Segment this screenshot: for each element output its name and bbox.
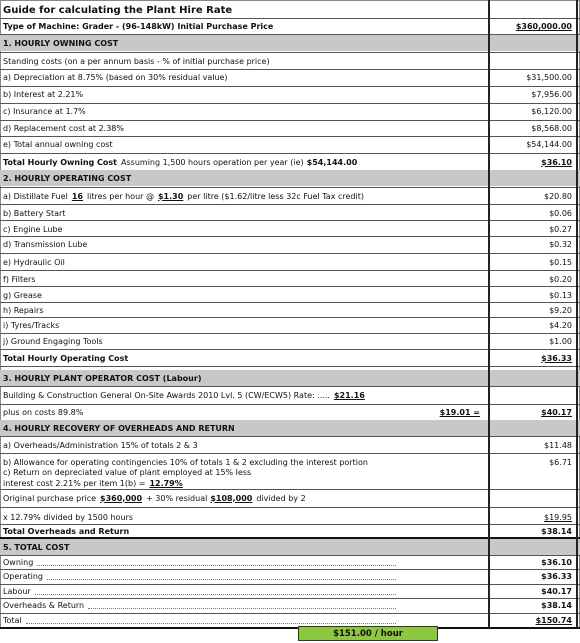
owning-item-row (0, 103, 580, 119)
summary-total-row (0, 613, 580, 628)
operating-item-label: d) Transmission Lube (3, 239, 88, 249)
dotted-leader (35, 589, 396, 595)
award-rate: $21.16 (333, 391, 365, 400)
owning-total-cell (0, 154, 488, 170)
summary-item-label: Overheads & Return (3, 601, 85, 610)
rule (0, 386, 580, 387)
oncost-label: plus on costs 89.8% (3, 408, 84, 417)
machine-label: Type of Machine: Grader - (96-148kW) Initial Purchase Price (3, 22, 274, 31)
operating-total-row (0, 350, 580, 366)
operating-item-row (0, 221, 580, 237)
sheet-title: Guide for calculating the Plant Hire Rate (3, 4, 233, 16)
rule (0, 187, 580, 188)
summary-item-cell (0, 569, 400, 584)
fuel-cell (0, 188, 488, 204)
operating-item-row (0, 317, 580, 333)
dotted-leader (37, 560, 396, 566)
overheads-x-row (0, 510, 580, 525)
owning-total-note: Assuming 1,500 hours operation per year (ie) (121, 157, 304, 167)
summary-item-label: Owning (3, 558, 34, 567)
rule (0, 120, 580, 121)
owning-item-label: d) Replacement cost at 2.38% (3, 123, 124, 133)
rule (0, 69, 580, 70)
rule (0, 489, 580, 490)
owning-item-value: $8,568.00 (531, 123, 572, 133)
operating-item-value: $4.20 (549, 320, 572, 330)
rule (0, 584, 580, 585)
owning-item-value: $31,500.00 (526, 72, 572, 82)
owning-item-row (0, 120, 580, 136)
award-cell (0, 387, 488, 404)
machine-price: $360,000.00 (515, 22, 572, 31)
operating-item-value: $0.32 (549, 239, 572, 249)
operating-total-value: $36.33 (541, 353, 572, 363)
summary-heading-row (0, 539, 580, 555)
operating-item-row (0, 254, 580, 270)
overheads-heading-row (0, 420, 580, 436)
operating-item-value: $0.15 (549, 257, 572, 267)
orig-price: $360,000 (100, 493, 143, 503)
operating-item-label: h) Repairs (3, 305, 44, 315)
owning-item-row (0, 136, 580, 152)
owning-item-value: $7,956.00 (531, 89, 572, 99)
operating-item-value: $1.00 (549, 336, 572, 346)
rule (0, 153, 580, 154)
overheads-b-value: $6.71 (549, 457, 572, 467)
operating-item-label: j) Ground Engaging Tools (3, 336, 103, 346)
owning-item-label: c) Insurance at 1.7% (3, 106, 86, 116)
rule (0, 555, 580, 556)
rule (0, 453, 580, 454)
title-row (0, 2, 580, 18)
operating-heading-row (0, 170, 580, 186)
rule (0, 366, 580, 367)
rule (0, 627, 580, 629)
overheads-heading: 4. HOURLY RECOVERY OF OVERHEADS AND RETURN (0, 420, 488, 436)
operating-heading: 2. HOURLY OPERATING COST (0, 170, 488, 186)
fuel-row (0, 188, 580, 204)
rule (0, 18, 580, 19)
value-column-border (576, 0, 578, 628)
owning-intro: Standing costs (on a per annum basis - % of initial purchase price) (3, 56, 270, 66)
fuel-suffix: per litre ($1.62/litre less 32c Fuel Tax credit) (187, 191, 364, 201)
overheads-a-label: a) Overheads/Administration 15% of totals 2 & 3 (3, 440, 198, 450)
overheads-x-value: $19.95 (544, 513, 572, 522)
rule (0, 103, 580, 104)
rule (0, 317, 580, 318)
value-column-border (488, 0, 490, 628)
summary-item-value: $38.14 (541, 601, 572, 610)
overheads-x-label: x 12.79% divided by 1500 hours (3, 513, 133, 522)
operating-item-row (0, 302, 580, 318)
rule (0, 52, 580, 53)
summary-item-value: $40.17 (541, 587, 572, 596)
overheads-a-value: $11.48 (544, 440, 572, 450)
oncost-value: $19.01 = (439, 408, 480, 417)
rule (0, 436, 580, 437)
rule (0, 86, 580, 87)
overheads-a-row (0, 437, 580, 453)
owning-total-note-value: $54,144.00 (306, 157, 358, 167)
owning-total-value: $36.10 (541, 157, 572, 167)
fuel-prefix: a) Distillate Fuel (3, 191, 68, 201)
operator-heading: 3. HOURLY PLANT OPERATOR COST (Labour) (0, 370, 488, 386)
fuel-price: $1.30 (157, 191, 184, 201)
rule (0, 507, 580, 508)
owning-item-value: $6,120.00 (531, 106, 572, 116)
rule (0, 204, 580, 205)
operating-item-row (0, 205, 580, 221)
overheads-c-row-2 (0, 477, 580, 489)
rule (0, 253, 580, 254)
rule (0, 537, 580, 539)
rule (0, 613, 580, 614)
orig-prefix: Original purchase price (3, 493, 97, 503)
orig-mid: + 30% residual (146, 493, 208, 503)
summary-item-cell (0, 555, 400, 570)
dotted-leader (26, 618, 396, 624)
operating-item-value: $0.27 (549, 224, 572, 234)
operating-item-label: e) Hydraulic Oil (3, 257, 65, 267)
machine-row (0, 19, 580, 34)
operating-item-value: $9.20 (549, 305, 572, 315)
orig-price-row (0, 490, 580, 506)
summary-item-value: $36.33 (541, 572, 572, 581)
summary-item-label: Total (3, 616, 22, 625)
rule (0, 524, 580, 525)
owning-item-row (0, 86, 580, 102)
operator-total-value: $40.17 (541, 408, 572, 417)
summary-item-value: $36.10 (541, 558, 572, 567)
owning-total-row (0, 154, 580, 170)
overheads-c-line1: c) Return on depreciated value of plant employed at 15% less (3, 467, 252, 477)
orig-price-cell (0, 490, 488, 506)
rule (0, 349, 580, 350)
rule (0, 286, 580, 287)
rule (0, 270, 580, 271)
summary-heading: 5. TOTAL COST (0, 539, 488, 555)
overheads-c-line2-value: 12.79% (149, 478, 183, 488)
owning-intro-row (0, 53, 580, 69)
summary-item-row (0, 569, 580, 584)
operating-item-label: b) Battery Start (3, 208, 66, 218)
overheads-total-row (0, 524, 580, 538)
summary-item-row (0, 598, 580, 613)
fuel-value: $20.80 (544, 191, 572, 201)
final-hourly-rate: $151.00 / hour (298, 626, 438, 641)
operating-item-row (0, 271, 580, 287)
orig-suffix: divided by 2 (256, 493, 306, 503)
dotted-leader (47, 574, 396, 580)
orig-residual: $108,000 (210, 493, 253, 503)
owning-heading: 1. HOURLY OWNING COST (0, 35, 488, 51)
summary-item-label: Operating (3, 572, 43, 581)
summary-item-row (0, 584, 580, 599)
owning-item-value: $54,144.00 (526, 139, 572, 149)
fuel-mid: litres per hour @ (86, 191, 154, 201)
owning-item-label: a) Depreciation at 8.75% (based on 30% residual value) (3, 72, 228, 82)
overheads-c-line2-prefix: interest cost 2.21% per item 1(b) = (3, 478, 146, 488)
fuel-litres: 16 (71, 191, 83, 201)
summary-item-cell (0, 598, 400, 613)
operating-item-label: c) Engine Lube (3, 224, 63, 234)
rule (0, 220, 580, 221)
operating-item-row (0, 236, 580, 252)
operating-item-value: $0.20 (549, 274, 572, 284)
rule (0, 598, 580, 599)
operating-item-value: $0.06 (549, 208, 572, 218)
summary-item-label: Labour (3, 587, 31, 596)
overheads-c-line2-cell (0, 477, 488, 489)
summary-item-cell (0, 584, 400, 599)
dotted-leader (88, 603, 396, 609)
rule (0, 136, 580, 137)
rule (0, 333, 580, 334)
owning-item-row (0, 69, 580, 85)
owning-total-label: Total Hourly Owning Cost (3, 157, 118, 167)
operating-item-value: $0.13 (549, 290, 572, 300)
oncost-row (0, 404, 580, 421)
owning-item-label: b) Interest at 2.21% (3, 89, 84, 99)
summary-item-row (0, 555, 580, 570)
rule (0, 236, 580, 237)
award-row (0, 387, 580, 404)
operating-item-label: i) Tyres/Tracks (3, 320, 60, 330)
owning-item-label: e) Total annual owning cost (3, 139, 113, 149)
rule (0, 302, 580, 303)
operating-item-label: g) Grease (3, 290, 42, 300)
operating-item-label: f) Filters (3, 274, 36, 284)
overheads-total-value: $38.14 (541, 526, 572, 536)
overheads-b-label: b) Allowance for operating contingencies 10% of totals 1 & 2 excluding the interest portion (3, 457, 368, 467)
operating-item-row (0, 287, 580, 303)
operator-heading-row (0, 370, 580, 386)
rule (0, 569, 580, 570)
rule (0, 404, 580, 405)
rule (0, 34, 580, 35)
owning-heading-row (0, 35, 580, 51)
operating-total-label: Total Hourly Operating Cost (3, 353, 129, 363)
summary-total-value: $150.74 (535, 616, 572, 625)
operating-item-row (0, 333, 580, 349)
overheads-total-label: Total Overheads and Return (3, 526, 130, 536)
award-label: Building & Construction General On-Site Awards 2010 Lvl. 5 (CW/ECW5) Rate: ..... (3, 391, 330, 400)
